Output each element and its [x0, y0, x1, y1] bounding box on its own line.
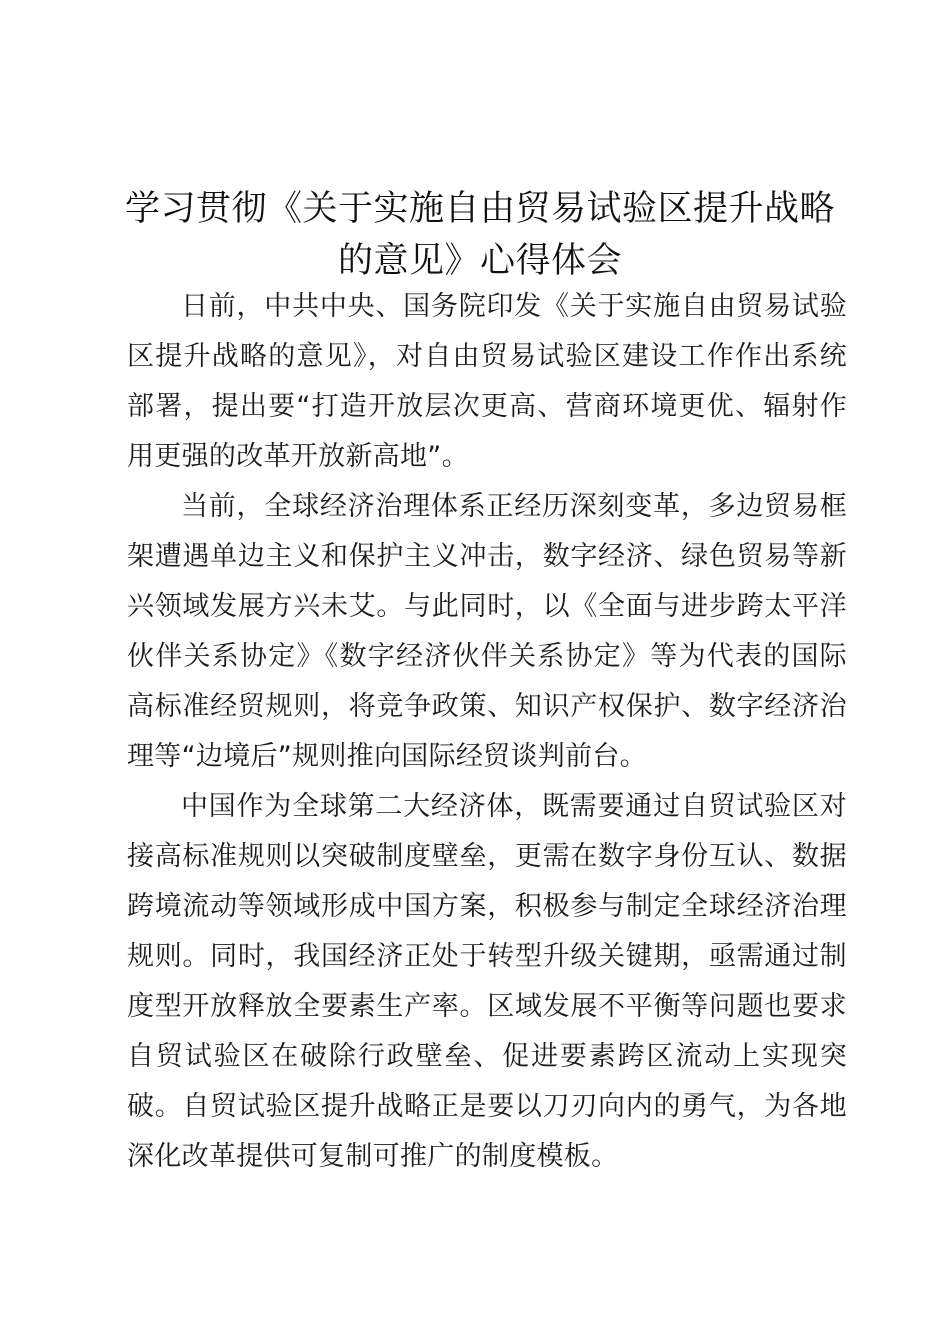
document-title — [110, 183, 850, 287]
document-body — [127, 282, 847, 1182]
paragraph-2: 当前，全球经济治理体系正经历深刻变革，多边贸易框架遭遇单边主义和保护主义冲击，数字经济、绿色贸易等新兴领域发展方兴未艾。与此同时，以《全面与进步跨太平洋伙伴关系协定》《数字经济伙伴关系协定》等为代表的国际高标准经贸规则，将竞争政策、知识产权保护、数字经济治理等“边境后”规则推向国际经贸谈判前台。 — [127, 491, 847, 772]
paragraph-3: 中国作为全球第二大经济体，既需要通过自贸试验区对接高标准规则以突破制度壁垒，更需在数字身份互认、数据跨境流动等领域形成中国方案，积极参与制定全球经济治理规则。同时，我国经济正处于转型升级关键期，亟需通过制度型开放释放全要素生产率。区域发展不平衡等问题也要求自贸试验区在破除行政壁垒、促进要素跨区流动上实现突破。自贸试验区提升战略正是要以刀刃向内的勇气，为各地深化改革提供可复制可推广的制度模板。 — [127, 791, 847, 1172]
title-line-1: 学习贯彻《关于实施自由贸易试验区提升战略 — [124, 189, 835, 229]
title-line-2: 的意见》心得体会 — [337, 241, 622, 281]
paragraph-1: 日前，中共中央、国务院印发《关于实施自由贸易试验区提升战略的意见》，对自由贸易试验区建设工作作出系统部署，提出要“打造开放层次更高、营商环境更优、辐射作用更强的改革开放新高地”。 — [127, 291, 847, 472]
